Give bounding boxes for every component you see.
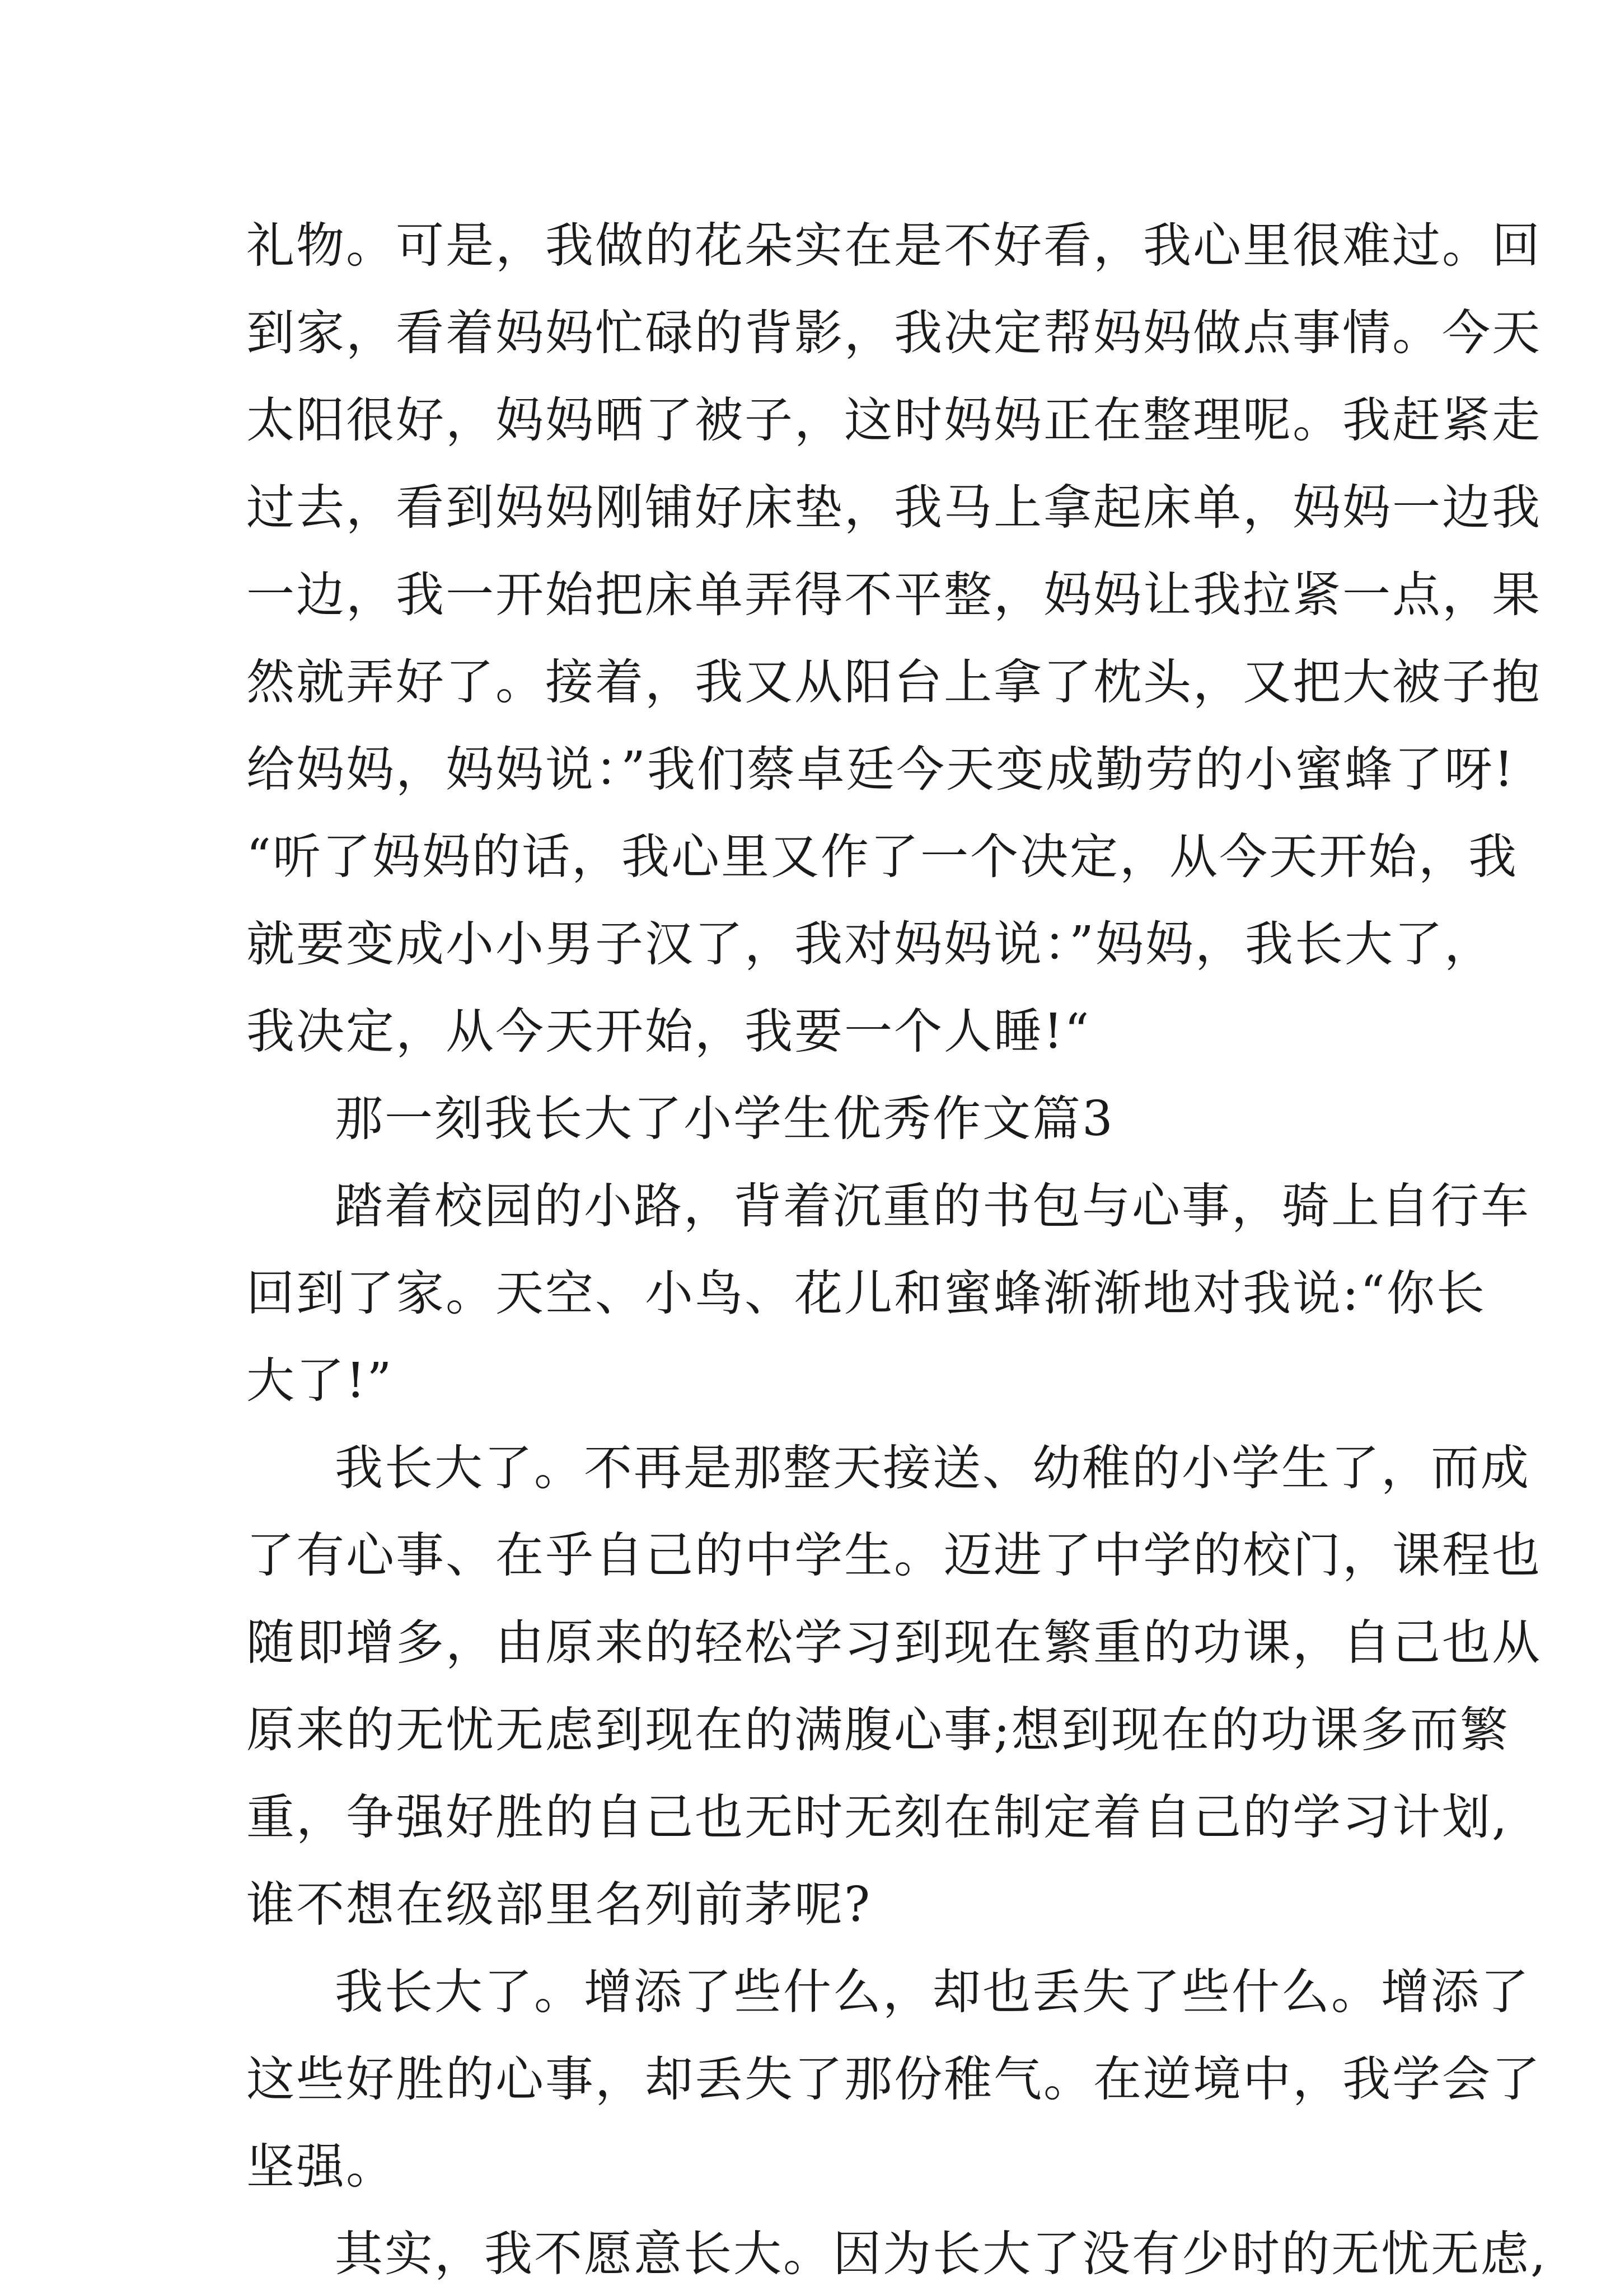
text-line: 随即增多，由原来的轻松学习到现在繁重的功课，自己也从: [246, 1615, 1542, 1671]
text-line: 原来的无忧无虑到现在的满腹心事;想到现在的功课多而繁: [246, 1702, 1510, 1758]
text-line: 给妈妈，妈妈说：”我们蔡卓廷今天变成勤劳的小蜜蜂了呀!: [246, 742, 1515, 798]
text-line: 回到了家。天空、小鸟、花儿和蜜蜂渐渐地对我说:“你长: [246, 1266, 1486, 1322]
text-line: 到家，看着妈妈忙碌的背影，我决定帮妈妈做点事情。今天: [246, 305, 1542, 361]
text-line: 我长大了。不再是那整天接送、幼稚的小学生了，而成: [335, 1440, 1530, 1496]
section-heading: 那一刻我长大了小学生优秀作文篇3: [335, 1091, 1115, 1147]
text-line: “听了妈妈的话，我心里又作了一个决定，从今天开始，我: [246, 829, 1518, 885]
text-line: 然就弄好了。接着，我又从阳台上拿了枕头，又把大被子抱: [246, 654, 1542, 710]
text-line: 太阳很好，妈妈晒了被子，这时妈妈正在整理呢。我赶紧走: [246, 392, 1542, 448]
text-line: 过去，看到妈妈刚铺好床垫，我马上拿起床单，妈妈一边我: [246, 480, 1542, 536]
text-line: 重，争强好胜的自己也无时无刻在制定着自己的学习计划,: [246, 1789, 1509, 1845]
text-line: 一边，我一开始把床单弄得不平整，妈妈让我拉紧一点，果: [246, 567, 1542, 623]
text-line: 踏着校园的小路，背着沉重的书包与心事，骑上自行车: [335, 1178, 1530, 1234]
text-line: 这些好胜的心事，却丢失了那份稚气。在逆境中，我学会了: [246, 2051, 1542, 2107]
text-line: 坚强。: [246, 2139, 396, 2195]
text-line: 我决定，从今天开始，我要一个人睡!“: [246, 1004, 1091, 1060]
text-line: 其实，我不愿意长大。因为长大了没有少时的无忧无虑,: [335, 2226, 1548, 2282]
text-line: 了有心事、在乎自己的中学生。迈进了中学的校门，课程也: [246, 1527, 1542, 1583]
text-line: 谁不想在级部里名列前茅呢?: [246, 1877, 872, 1933]
text-line: 礼物。可是，我做的花朵实在是不好看，我心里很难过。回: [246, 218, 1542, 274]
text-line: 就要变成小小男子汉了，我对妈妈说：”妈妈，我长大了，: [246, 916, 1494, 972]
text-line: 大了!”: [246, 1353, 394, 1409]
text-line: 我长大了。增添了些什么，却也丢失了些什么。增添了: [335, 1964, 1530, 2020]
